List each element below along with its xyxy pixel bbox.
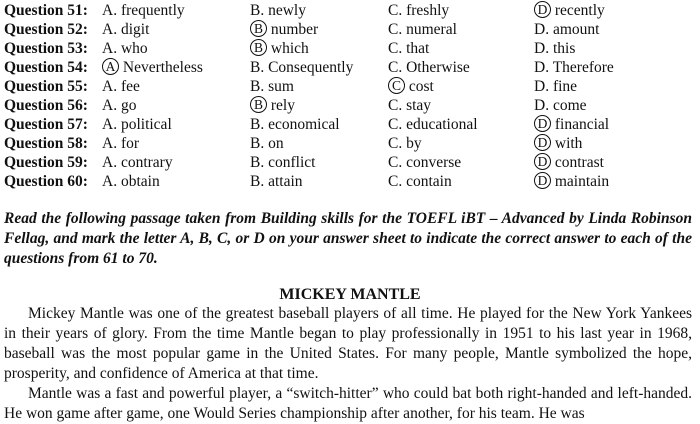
option-text: frequently [120,2,185,19]
option-separator: . [545,40,550,57]
answer-option[interactable] [102,20,149,39]
answer-option[interactable] [388,20,457,39]
option-separator: . [545,78,550,95]
option-letter: C [388,40,399,57]
option-letter: B [250,154,261,171]
answer-option[interactable] [102,96,136,115]
answer-option[interactable] [250,134,284,153]
option-text: number [270,21,319,38]
question-label: Question 54: [4,59,88,76]
option-separator: . [398,21,403,38]
option-text: amount [552,21,600,38]
passage-paragraph: Mickey Mantle was one of the greatest baseball players of all time. He played for the New York Yankees in their years of glory. From the time Mantle began to play professionally in 1951 to his last year in 1968, baseball was the most popular game in the United States. For many people, Mantle symbolized the hope, prosperity, and confidence of America at that time. [4,305,692,382]
option-letter: A [102,135,114,152]
answer-option[interactable] [102,77,140,96]
answer-option[interactable] [250,115,340,134]
option-separator: . [260,78,265,95]
option-text: this [552,40,576,57]
option-text: conflict [268,154,316,171]
answer-option[interactable] [534,115,609,134]
option-letter: A [102,2,114,19]
answer-option[interactable] [102,153,173,172]
option-letter: A [102,40,114,57]
option-separator: . [545,21,550,38]
option-separator: . [260,59,265,76]
answer-option[interactable] [102,1,185,20]
question-label: Question 60: [4,173,88,190]
answer-option[interactable] [388,77,434,96]
option-letter: D [534,21,546,38]
option-text: financial [554,116,610,133]
answer-option[interactable] [102,134,139,153]
option-separator: . [113,78,118,95]
question-row [4,134,694,153]
option-separator: . [545,59,550,76]
option-text: stay [406,97,432,114]
answer-option[interactable] [388,115,478,134]
answer-option[interactable] [388,153,461,172]
question-row [4,77,694,96]
option-letter: C [388,2,399,19]
option-separator: . [398,135,403,152]
option-text: contrary [120,154,173,171]
option-separator: . [260,154,265,171]
option-separator: . [113,135,118,152]
option-letter: B [250,173,261,190]
question-row [4,39,694,58]
circled-answer-letter: D [534,153,551,170]
option-letter: A [102,154,114,171]
option-text: maintain [554,173,610,190]
answer-option[interactable] [250,153,315,172]
option-separator: . [398,2,403,19]
answer-option[interactable] [102,115,172,134]
option-text: which [270,40,309,57]
option-text: contrast [554,154,604,171]
answer-option[interactable] [250,58,353,77]
option-letter: B [250,135,261,152]
question-label: Question 53: [4,40,88,57]
option-text: that [406,40,430,57]
option-text: Consequently [268,59,354,76]
circled-answer-letter: A [102,58,119,75]
option-text: converse [406,154,462,171]
option-separator: . [260,2,265,19]
question-label: Question 56: [4,97,88,114]
option-text: recently [554,2,605,19]
option-text: educational [406,116,478,133]
circled-answer-letter: D [534,134,551,151]
option-letter: C [388,116,399,133]
option-separator: . [398,116,403,133]
option-text: obtain [120,173,160,190]
option-letter: B [250,116,261,133]
answer-option[interactable] [534,1,605,20]
option-separator: . [113,97,118,114]
answer-option[interactable] [388,172,452,191]
option-separator: . [113,116,118,133]
question-label: Question 51: [4,2,88,19]
circled-answer-letter: B [250,39,267,56]
passage-paragraph: Mantle was a fast and powerful player, a “switch-hitter” who could bat both right-handed and left-handed. He won game after game, one Would Series championship after another, for his team. He was [4,385,692,422]
answer-option[interactable] [102,58,203,77]
answer-option[interactable] [534,153,604,172]
question-row [4,58,694,77]
option-text: freshly [406,2,450,19]
answer-option[interactable] [388,39,429,58]
answer-option[interactable] [388,1,449,20]
answer-option[interactable] [250,77,294,96]
option-text: for [120,135,140,152]
option-separator: . [398,40,403,57]
option-letter: D [534,59,546,76]
circled-answer-letter: B [250,96,267,113]
option-separator: . [113,40,118,57]
option-separator: . [398,154,403,171]
question-row [4,153,694,172]
answer-option[interactable] [388,96,431,115]
answer-option[interactable] [250,20,318,39]
answer-option[interactable] [102,39,148,58]
option-separator: . [113,2,118,19]
answer-option[interactable] [534,96,587,115]
option-text: rely [270,97,295,114]
answer-option[interactable] [250,1,306,20]
question-row [4,1,694,20]
question-row [4,96,694,115]
circled-answer-letter: D [534,115,551,132]
option-text: contain [406,173,452,190]
option-separator: . [545,97,550,114]
passage-title: MICKEY MANTLE [279,286,421,303]
option-text: numeral [406,21,457,38]
option-separator: . [260,173,265,190]
option-letter: D [534,40,546,57]
option-text: newly [268,2,306,19]
option-separator: . [113,21,118,38]
answer-option[interactable] [388,134,422,153]
option-text: Otherwise [406,59,470,76]
option-separator: . [398,59,403,76]
reading-instructions: Read the following passage taken from Building skills for the TOEFL iBT – Advanced by Linda Robinson Fellag, and mark the letter A, B, C, or D on your answer sheet to indicate the correct answer to each of the questions from 61 to 70. [4,210,692,267]
circled-answer-letter: D [534,1,551,18]
option-text: fee [120,78,140,95]
option-letter: B [250,78,261,95]
option-text: digit [120,21,150,38]
answer-options-table [4,1,694,191]
option-text: political [120,116,172,133]
option-letter: C [388,97,399,114]
option-separator: . [260,116,265,133]
option-text: Therefore [552,59,614,76]
option-separator: . [113,154,118,171]
option-text: who [120,40,148,57]
option-letter: D [534,97,546,114]
question-row [4,20,694,39]
circled-answer-letter: B [250,20,267,37]
option-text: on [268,135,284,152]
answer-option[interactable] [250,39,309,58]
option-text: come [552,97,587,114]
option-letter: C [388,154,399,171]
answer-option[interactable] [388,58,470,77]
question-label: Question 57: [4,116,88,133]
option-text: Nevertheless [122,59,203,76]
question-label: Question 52: [4,21,88,38]
option-letter: C [388,173,399,190]
option-letter: A [102,21,114,38]
option-letter: D [534,78,546,95]
option-letter: C [388,135,399,152]
answer-option[interactable] [250,172,303,191]
answer-option[interactable] [534,172,609,191]
option-letter: C [388,21,399,38]
answer-option[interactable] [534,77,577,96]
option-text: go [120,97,137,114]
option-separator: . [398,173,403,190]
option-letter: A [102,97,114,114]
option-text: with [554,135,583,152]
question-label: Question 58: [4,135,88,152]
answer-option[interactable] [534,20,599,39]
answer-option[interactable] [534,58,614,77]
option-text: sum [268,78,294,95]
answer-option[interactable] [102,172,160,191]
option-text: by [406,135,422,152]
circled-answer-letter: C [388,77,405,94]
option-text: fine [552,78,578,95]
circled-answer-letter: D [534,172,551,189]
option-text: economical [268,116,340,133]
option-separator: . [398,97,403,114]
question-label: Question 59: [4,154,88,171]
option-separator: . [260,135,265,152]
option-letter: A [102,116,114,133]
option-text: attain [268,173,303,190]
option-letter: B [250,2,261,19]
reading-passage [4,304,692,424]
question-row [4,172,694,191]
question-label: Question 55: [4,78,88,95]
answer-option[interactable] [534,134,582,153]
option-letter: C [388,59,399,76]
answer-option[interactable] [250,96,295,115]
question-row [4,115,694,134]
option-separator: . [113,173,118,190]
answer-option[interactable] [534,39,575,58]
option-text: cost [408,78,434,95]
option-letter: A [102,78,114,95]
option-letter: B [250,59,261,76]
option-letter: A [102,173,114,190]
